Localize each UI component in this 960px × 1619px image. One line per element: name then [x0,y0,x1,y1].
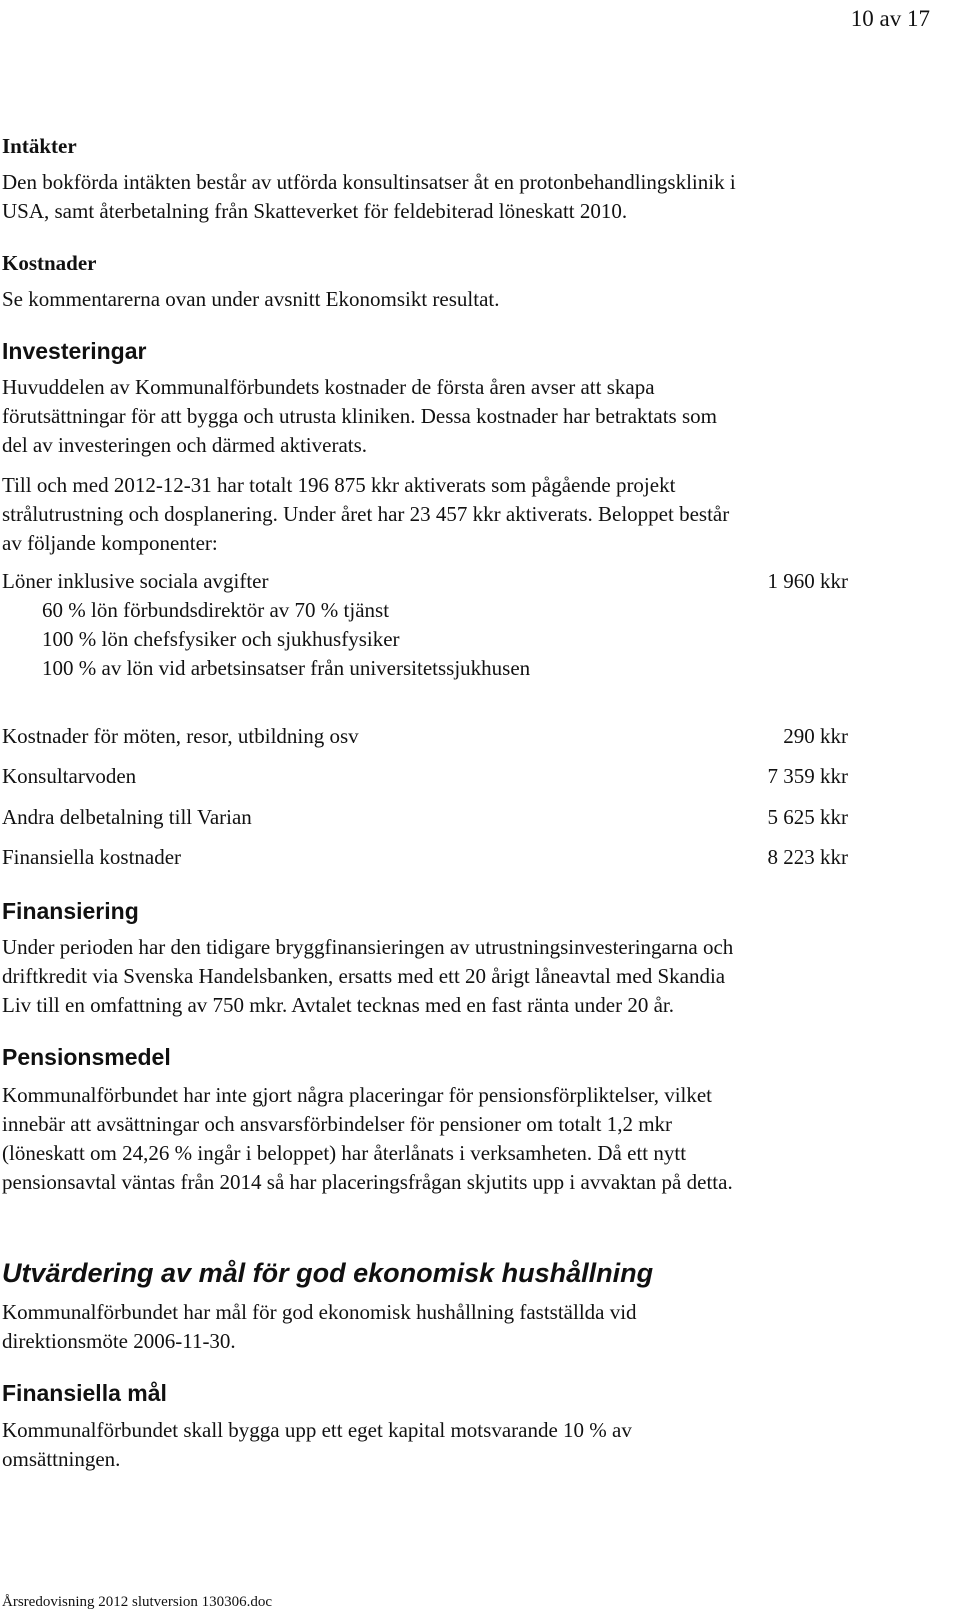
heading-utvardering: Utvärdering av mål för god ekonomisk hushållning [2,1258,654,1288]
pensionsmedel-line-1: Kommunalförbundet har inte gjort några placeringar för pensionsförpliktelser, vilket [2,1083,713,1107]
component-amount: 8 223 kkr [767,845,848,869]
heading-investeringar: Investeringar [2,338,147,364]
intakter-line-1: Den bokförda intäkten består av utförda konsultinsatser åt en protonbehandlingsklinik i [2,170,736,194]
investeringar-p1-line-1: Huvuddelen av Kommunalförbundets kostnader de första åren avser att skapa [2,375,655,399]
component-label: Kostnader för möten, resor, utbildning osv [2,724,359,748]
component-amount: 5 625 kkr [767,805,848,829]
investeringar-p2-line-2: strålutrustning och dosplanering. Under året har 23 457 kkr aktiverats. Beloppet består [2,502,730,526]
loner-sub-item: 100 % lön chefsfysiker och sjukhusfysiker [42,627,400,651]
footer-filename: Årsredovisning 2012 slutversion 130306.doc [2,1594,272,1610]
loner-sub-item: 100 % av lön vid arbetsinsatser från universitetssjukhusen [42,656,531,680]
loner-label: Löner inklusive sociala avgifter [2,569,269,593]
component-amount: 7 359 kkr [767,764,848,788]
pensionsmedel-line-4: pensionsavtal väntas från 2014 så har placeringsfrågan skjutits upp i avvaktan på detta. [2,1170,733,1194]
utvardering-line-2: direktionsmöte 2006-11-30. [2,1329,236,1353]
kostnader-line-1: Se kommentarerna ovan under avsnitt Ekonomsikt resultat. [2,287,500,311]
component-amount: 290 kkr [783,724,848,748]
loner-sub-item: 60 % lön förbundsdirektör av 70 % tjänst [42,598,390,622]
finansiering-line-1: Under perioden har den tidigare bryggfinansieringen av utrustningsinvesteringarna och [2,935,734,959]
investeringar-p1-line-3: del av investeringen och därmed aktiverats. [2,433,368,457]
heading-pensionsmedel: Pensionsmedel [2,1044,171,1070]
component-label: Konsultarvoden [2,764,137,788]
finansiella-mal-line-1: Kommunalförbundet skall bygga upp ett eget kapital motsvarande 10 % av [2,1418,632,1442]
heading-finansiering: Finansiering [2,898,139,924]
utvardering-line-1: Kommunalförbundet har mål för god ekonomisk hushållning fastställda vid [2,1300,637,1324]
heading-finansiella-mal: Finansiella mål [2,1380,167,1406]
investeringar-p1-line-2: förutsättningar för att bygga och utrusta kliniken. Dessa kostnader har betraktats som [2,404,717,428]
pensionsmedel-line-3: (löneskatt om 24,26 % ingår i beloppet) har återlånats i verksamheten. Då ett nytt [2,1141,687,1165]
pensionsmedel-line-2: innebär att avsättningar och ansvarsförbindelser för pensioner om totalt 1,2 mkr [2,1112,673,1136]
heading-intakter: Intäkter [2,134,77,158]
investeringar-p2-line-3: av följande komponenter: [2,531,218,555]
investeringar-p2-line-1: Till och med 2012-12-31 har totalt 196 875 kkr aktiverats som pågående projekt [2,473,676,497]
loner-amount: 1 960 kkr [767,569,848,593]
finansiering-line-3: Liv till en omfattning av 750 mkr. Avtalet tecknas med en fast ränta under 20 år. [2,993,675,1017]
component-label: Finansiella kostnader [2,845,182,869]
heading-kostnader: Kostnader [2,251,97,275]
page-number: 10 av 17 [850,6,930,31]
finansiering-line-2: driftkredit via Svenska Handelsbanken, ersatts med ett 20 årigt låneavtal med Skandia [2,964,726,988]
intakter-line-2: USA, samt återbetalning från Skatteverket för feldebiterad löneskatt 2010. [2,199,628,223]
component-label: Andra delbetalning till Varian [2,805,252,829]
finansiella-mal-line-2: omsättningen. [2,1447,121,1471]
